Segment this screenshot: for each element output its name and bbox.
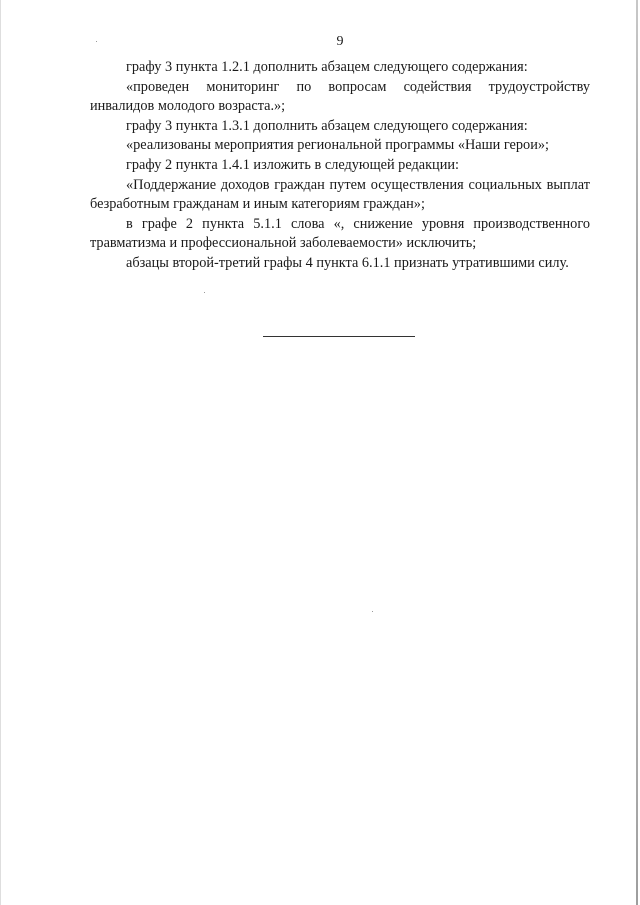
document-body xyxy=(90,58,590,274)
paragraph-4: «реализованы мероприятия региональной программы «Наши герои»; xyxy=(126,137,549,154)
paragraph-7: в графе 2 пункта 5.1.1 слова «, снижение уровня производственного травматизма и профессиональной заболеваемости» исключить; xyxy=(90,215,590,252)
paragraph-3: графу 3 пункта 1.3.1 дополнить абзацем следующего содержания: xyxy=(126,117,528,134)
scan-speck xyxy=(372,611,373,612)
paragraph-5: графу 2 пункта 1.4.1 изложить в следующей редакции: xyxy=(126,156,459,173)
scan-speck xyxy=(204,292,205,293)
scan-right-edge xyxy=(636,0,638,905)
paragraph-8: абзацы второй-третий графы 4 пункта 6.1.1 признать утратившими силу. xyxy=(126,254,569,271)
closing-separator-line xyxy=(263,336,415,337)
page-number: 9 xyxy=(336,34,344,49)
paragraph-6: «Поддержание доходов граждан путем осуществления социальных выплат безработным гражданам и иным категориям граждан»; xyxy=(90,176,590,213)
scan-speck xyxy=(96,41,97,42)
paragraph-1: графу 3 пункта 1.2.1 дополнить абзацем следующего содержания: xyxy=(126,59,528,75)
paragraph-2: «проведен мониторинг по вопросам содействия трудоустройству инвалидов молодого возраста.»; xyxy=(90,78,590,115)
scan-left-edge xyxy=(0,0,1,905)
